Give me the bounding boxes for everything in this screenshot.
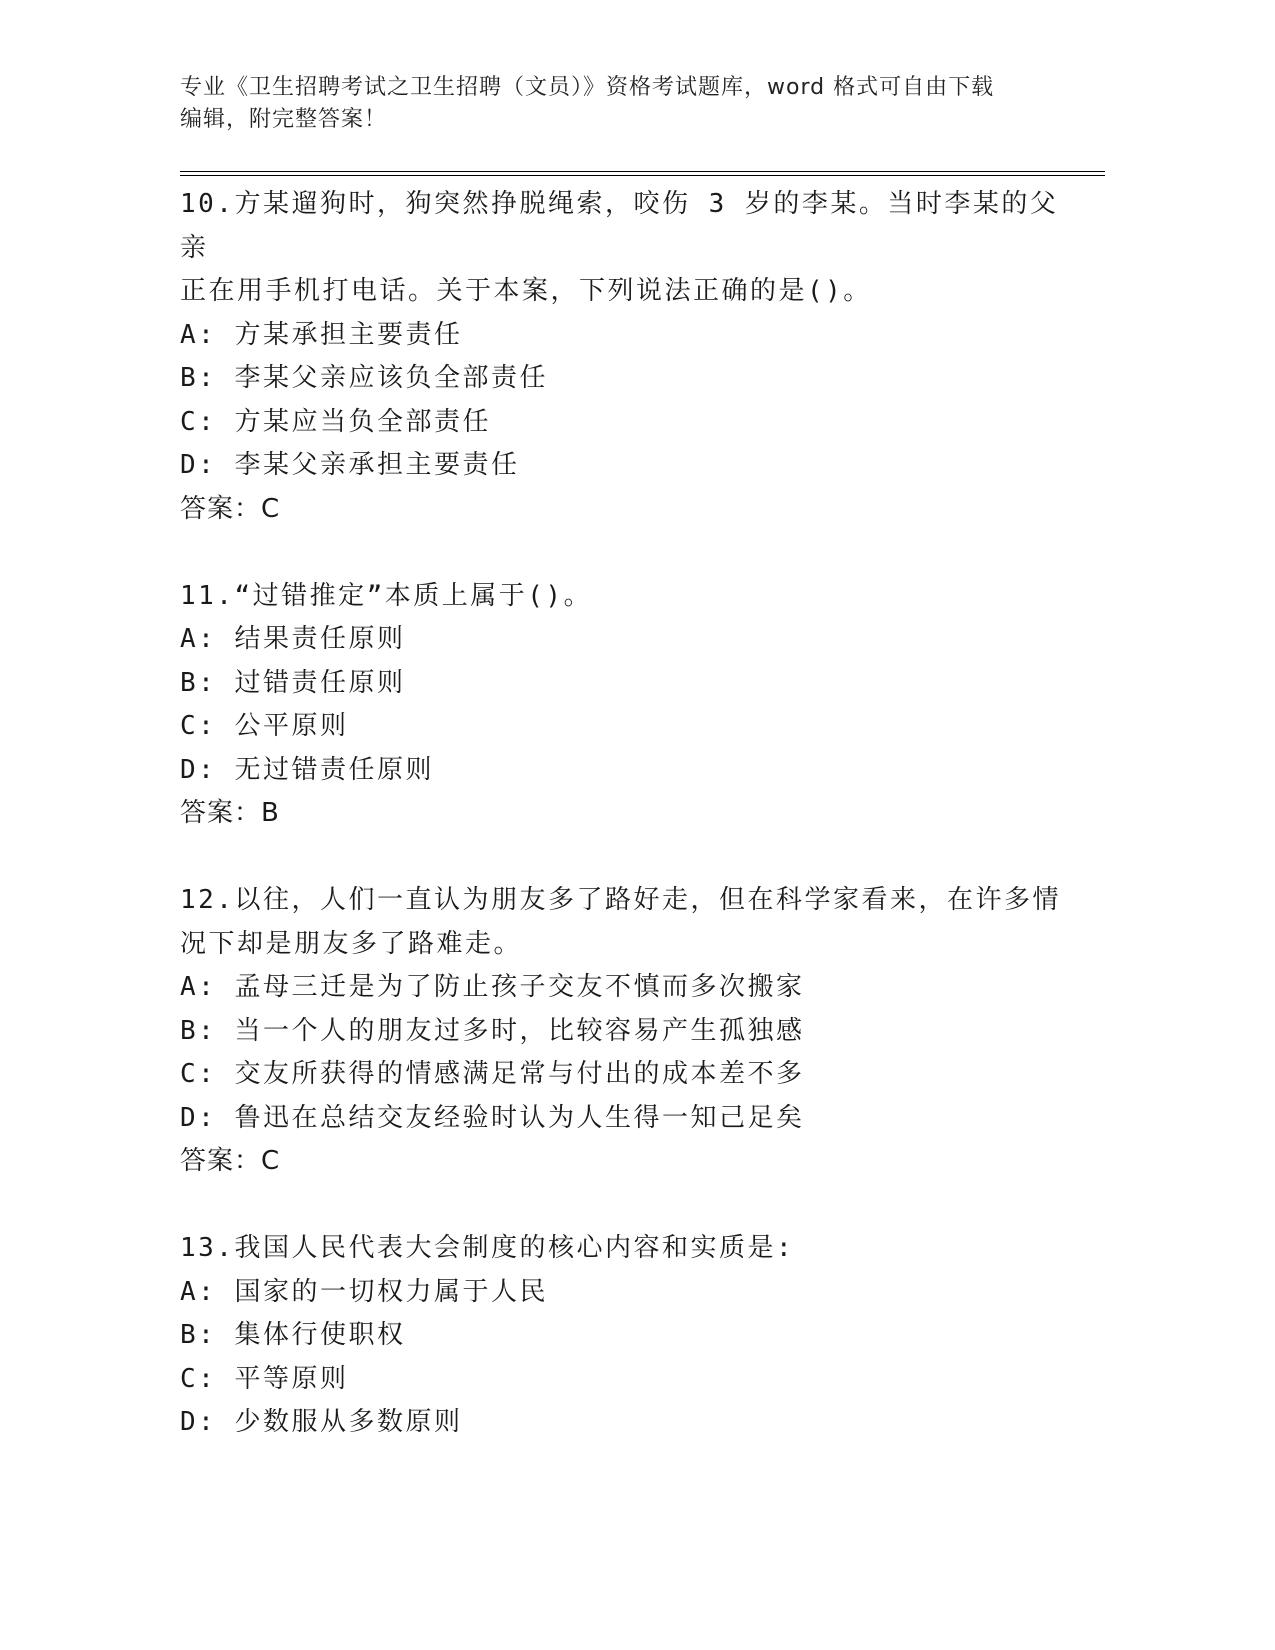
question-stem-line: 正在用手机打电话。关于本案，下列说法正确的是()。 <box>180 276 872 306</box>
question-stem-line: 13.我国人民代表大会制度的核心内容和实质是: <box>180 1233 795 1263</box>
option-b: B: 过错责任原则 <box>180 667 406 698</box>
question-stem-line: 12.以往，人们一直认为朋友多了路好走，但在科学家看来，在许多情 <box>180 885 1061 915</box>
question-list <box>180 183 1080 1445</box>
header-line-1: 专业《卫生招聘考试之卫生招聘（文员）》资格考试题库，word 格式可自由下载 <box>180 75 995 100</box>
question-spacer <box>180 836 1080 880</box>
option-c: C: 公平原则 <box>180 711 349 741</box>
option-b: B: 集体行使职权 <box>180 1320 406 1350</box>
question-11 <box>180 575 1080 836</box>
answer-line: 答案：B <box>180 798 280 828</box>
header-divider-bottom <box>180 175 1105 176</box>
option-c: C: 方某应当负全部责任 <box>180 406 491 437</box>
option-b: B: 李某父亲应该负全部责任 <box>180 363 548 393</box>
option-a: A: 国家的一切权力属于人民 <box>180 1276 548 1307</box>
answer-line: 答案：C <box>180 1146 281 1176</box>
question-stem-line: 10.方某遛狗时，狗突然挣脱绳索，咬伤 3 岁的李某。当时李某的父亲 <box>180 189 1059 263</box>
question-12 <box>180 879 1080 1184</box>
option-a: A: 方某承担主要责任 <box>180 319 463 350</box>
question-13 <box>180 1227 1080 1445</box>
option-d: D: 李某父亲承担主要责任 <box>180 450 520 480</box>
option-c: C: 平等原则 <box>180 1363 349 1394</box>
option-a: A: 孟母三迁是为了防止孩子交友不慎而多次搬家 <box>180 972 805 1002</box>
option-d: D: 少数服从多数原则 <box>180 1407 463 1437</box>
question-spacer <box>180 1184 1080 1228</box>
option-d: D: 鲁迅在总结交友经验时认为人生得一知己足矣 <box>180 1102 805 1133</box>
option-a: A: 结果责任原则 <box>180 624 406 654</box>
answer-line: 答案：C <box>180 493 281 524</box>
question-stem-line: 11.“过错推定”本质上属于()。 <box>180 580 593 611</box>
header-line-2: 编辑，附完整答案！ <box>180 107 388 132</box>
question-stem-line: 况下却是朋友多了路难走。 <box>180 928 523 959</box>
option-c: C: 交友所获得的情感满足常与付出的成本差不多 <box>180 1059 805 1089</box>
option-b: B: 当一个人的朋友过多时，比较容易产生孤独感 <box>180 1015 805 1046</box>
question-10 <box>180 183 1080 531</box>
option-d: D: 无过错责任原则 <box>180 754 434 785</box>
document-header <box>180 72 1040 136</box>
header-divider-top <box>180 171 1105 172</box>
question-spacer <box>180 531 1080 575</box>
